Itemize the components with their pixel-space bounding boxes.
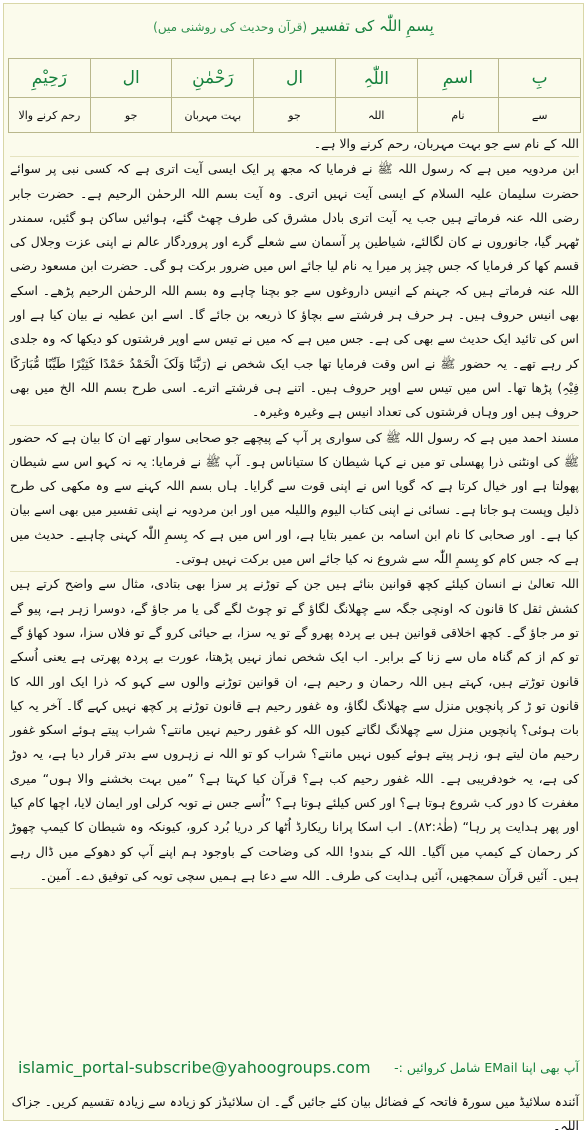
urdu-meanings-row xyxy=(9,98,581,133)
urdu-meaning: اللہ xyxy=(335,98,417,133)
tafsir-body xyxy=(10,132,579,889)
closing-note: آئندہ سلائیڈ میں سورۃ فاتحہ کے فضائل بیان کئے جائیں گے۔ ان سلائیڈز کو زیادہ سے زیادہ تقسیم کریں۔ جزاک اللہ۔ xyxy=(11,1094,579,1133)
arabic-word: اسمِ xyxy=(417,59,499,98)
urdu-meaning: جو xyxy=(254,98,336,133)
arabic-words-row xyxy=(9,59,581,98)
arabic-word: ال xyxy=(90,59,172,98)
arabic-word: رَحْمٰنِ xyxy=(172,59,254,98)
subscribe-label: آپ بھی اپنا EMail شامل کروائیں :- xyxy=(394,1060,579,1075)
urdu-meaning: جو xyxy=(90,98,172,133)
urdu-meaning: بہت مہربان xyxy=(172,98,254,133)
arabic-word: اللّٰہِ xyxy=(335,59,417,98)
page-title xyxy=(4,14,583,39)
urdu-meaning: رحم کرنے والا xyxy=(9,98,91,133)
urdu-meaning: سے xyxy=(499,98,581,133)
arabic-word: بِ xyxy=(499,59,581,98)
arabic-word: ال xyxy=(254,59,336,98)
word-by-word-table xyxy=(8,58,581,133)
subscribe-email-link[interactable]: islamic_portal-subscribe@yahoogroups.com xyxy=(18,1058,371,1077)
title-main: بِسمِ اللّٰہ کی تفسیر xyxy=(311,17,434,35)
tafsir-paragraph: ابن مردویہ میں ہے کہ رسول اللہ ﷺ نے فرمایا کہ مجھ پر ایک ایسی آیت اتری ہے کہ کسی نبی پر سوائے حضرت سلیمان علیہ السلام کے ایسی آیت نہیں اتری۔ وہ آیت بسم اللہ الرحمٰن الرحیم ہے۔ حضرت جابر رضی اللہ عنہ فرماتے ہیں جب یہ آیت اتری بادل مشرق کی طرف چھٹ گئے، ہوائیں ساکن ہو گئیں، سمندر ٹھہر گیا، جانوروں نے کان لگالئے، شیاطین پر آسمان سے شعلے گرے اور پروردگار عالم نے اپنی عزت وجلال کی قسم کھا کر فرمایا کہ جس چیز پر میرا یہ نام لیا جائے اس میں ضرور برکت ہو گی۔ حضرت ابن مسعود رضی اللہ عنہ فرماتے ہیں کہ جہنم کے انیس داروغوں سے جو بچنا چاہے وہ بسم اللہ الرحمٰن الرحیم پڑھے۔ اسکے بھی انیس حروف ہیں۔ ہر حرف ہر فرشتے سے بچاؤ کا ذریعہ بن جائے گا۔ اسے ابن عطیہ نے بیان کیا ہے اور اس کی تائید ایک حدیث سے بھی کی ہے۔ جس میں ہے کہ میں نے تیس سے اوپر فرشتوں کو دیکھا کہ وہ جلدی کر رہے تھے۔ یہ حضور ﷺ نے اس وقت فرمایا تھا جب ایک شخص نے (رَبَّنَا وَلَکَ الْحَمْدُ حَمْدًا کَثِیْرًا طَیِّبًا مُّبَارَکًا فِیْہِ) پڑھا تھا۔ اس میں تیس سے اوپر حروف ہیں۔ اتنے ہی فرشتے اترے۔ اسی طرح بسم اللہ الخ میں بھی حروف ہیں اور وہاں فرشتوں کی تعداد انیس ہے وغیرہ وغیرہ۔ xyxy=(10,157,579,425)
title-subtitle: (قرآن وحدیث کی روشنی میں) xyxy=(153,20,308,34)
urdu-meaning: نام xyxy=(417,98,499,133)
slide-page xyxy=(3,3,584,1133)
tafsir-paragraph: مسند احمد میں ہے کہ رسول اللہ ﷺ کی سواری پر آپ کے پیچھے جو صحابی سوار تھے ان کا بیان ہے کہ حضور ﷺ کی اونٹنی ذرا پھسلی تو میں نے کہا شیطان کا ستیاناس ہو۔ آپ ﷺ نے فرمایا: یہ نہ کہو اس سے شیطان پھولتا ہے اور خیال کرتا ہے کہ گویا اس نے اپنی قوت سے گرایا۔ ہاں بسم اللہ کہنے سے وہ مکھی کی طرح ذلیل وپست ہو جاتا ہے۔ نسائی نے اپنی کتاب الیوم واللیلہ میں اور ابن مردویہ نے اپنی تفسیر میں بھی اسے بیان کیا ہے۔ اور صحابی کا نام ابن اسامہ بن عمیر بتایا ہے، اور اس میں ہے کہ بِسمِ اللّٰہ کہنی چاہیے۔ حدیث میں ہے کہ جس کام کو بِسمِ اللّٰہ سے شروع نہ کیا جائے اس میں برکت نہیں ہوتی۔ xyxy=(10,426,579,573)
tafsir-paragraph: اللہ تعالیٰ نے انسان کیلئے کچھ قوانین بنائے ہیں جن کے توڑنے پر سزا بھی بتادی، مثال سے واضح کرتے ہیں کشش ثقل کا قانون کہ اونچی جگہ سے چھلانگ لگاؤ گے تو چوٹ لگے گی یا مر جاؤ گے، دوسرا زہر ہے، پیو گے تو مر جاؤ گے۔ کچھ اخلاقی قوانین ہیں بے پردہ پھرو گے تو یہ سزا، بے حیائی کرو گے تو فلاں سزا، سود کھاؤ گے تو کم از کم گناہ ماں سے زنا کے برابر۔ اب ایک شخص نماز نہیں پڑھتا، عورت بے پردہ پھرتی ہے یعنی اُسکے قانون توڑتے ہیں، کہتے ہیں اللہ رحمان و رحیم ہے، ان قوانین توڑنے والوں سے کہو کہ ذرا ایک اور اللہ کا قانون تو ڑ کر پانچویں منزل سے چھلانگ لگاؤ، وہ غفور رحیم ہے قانون توڑنے پر کچھ نہیں کہے گا۔ آخر یہ کیا بات ہوئی؟ پانچویں منزل سے چھلانگ لگاتے کیوں اللہ کو غفور رحیم نہیں مانتے؟ شراب پیتے ہوئے اسکو غفور رحیم مان لیتے ہو، زہر پیتے ہوئے کیوں نہیں مانتے؟ شراب کو تو اللہ نے زہروں سے بدتر قرار دیا ہے، یہ دوڑ کی ہے، یہ خودفریبی ہے۔ اللہ غفور رحیم کب ہے؟ قرآن کیا کہتا ہے؟ ”میں بہت بخشنے والا ہوں“ میری مغفرت کا دور کب شروع ہوتا ہے؟ اور کس کیلئے ہوتا ہے؟ ”اُسے جس نے توبہ کرلی اور ایمان لایا، اچھا کام کیا اور پھر ہدایت پر رہا“ (طٰہٰ:۸۲)۔ اب اسکا پرانا ریکارڈ اُٹھا کر دریا بُرد کرو، کیونکہ وہ شیطان کا کیمپ چھوڑ کر رحمان کے کیمپ میں آگیا۔ اللہ کے بندو! اللہ کی وضاحت کے باوجود ہم اپنے آپ کو دھوکے میں ڈال رہے ہیں۔ آئیں قرآن سمجھیں، آئیں ہدایت کی طرف۔ اللہ سے دعا ہے ہمیں سچی توبہ کی توفیق دے۔ آمین۔ xyxy=(10,572,579,889)
arabic-word: رَحِیْمِ xyxy=(9,59,91,98)
translation-paragraph: اللہ کے نام سے جو بہت مہربان، رحم کرنے والا ہے۔ xyxy=(10,132,579,157)
